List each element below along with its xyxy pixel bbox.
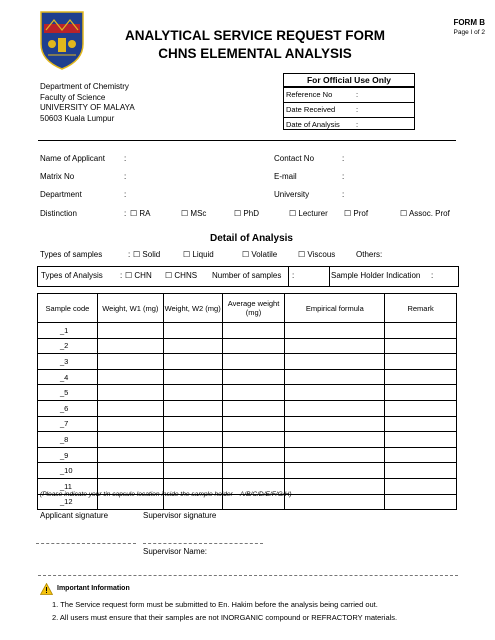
checkbox-icon: ☐ bbox=[181, 209, 189, 218]
table-input-cell[interactable] bbox=[97, 369, 163, 385]
applicant-signature-label: Applicant signature bbox=[40, 511, 109, 520]
checkbox-chns[interactable] bbox=[165, 271, 197, 280]
table-input-cell[interactable] bbox=[97, 447, 163, 463]
table-row bbox=[38, 447, 457, 463]
table-input-cell[interactable] bbox=[222, 369, 285, 385]
table-input-cell[interactable] bbox=[163, 416, 222, 432]
checkbox-ra[interactable] bbox=[130, 209, 151, 218]
column-header: Empirical formula bbox=[285, 294, 385, 323]
table-row bbox=[38, 369, 457, 385]
table-input-cell[interactable] bbox=[285, 400, 385, 416]
table-input-cell[interactable] bbox=[385, 463, 457, 479]
matrix-no-field[interactable]: : bbox=[124, 172, 127, 181]
checkbox-icon: ☐ bbox=[130, 209, 138, 218]
table-input-cell[interactable] bbox=[285, 463, 385, 479]
sample-code-cell: _9 bbox=[38, 447, 98, 463]
table-input-cell[interactable] bbox=[285, 432, 385, 448]
field-label: Reference No bbox=[286, 90, 333, 99]
checkbox-volatile[interactable] bbox=[242, 250, 277, 259]
field-colon: : bbox=[356, 105, 359, 114]
checkbox-label: CHN bbox=[134, 271, 152, 280]
column-header: Average weight (mg) bbox=[222, 294, 285, 323]
official-use-box bbox=[283, 73, 415, 130]
info-item: 2. All users must ensure that their samples are not INORGANIC compound or REFRACTORY materials. bbox=[52, 613, 398, 622]
types-of-analysis-colon: : bbox=[120, 271, 123, 280]
table-input-cell[interactable] bbox=[385, 494, 457, 510]
capsule-location-note: (Please indicate your tin capsule location inside the sample holder – A/B/C/D/E/F/G/H) bbox=[40, 491, 292, 498]
table-input-cell[interactable] bbox=[97, 385, 163, 401]
sample-code-cell: _6 bbox=[38, 400, 98, 416]
address-line: 50603 Kuala Lumpur bbox=[40, 113, 115, 123]
checkbox-label: CHNS bbox=[174, 271, 198, 280]
table-input-cell[interactable] bbox=[385, 385, 457, 401]
checkbox-label: Liquid bbox=[192, 250, 214, 259]
column-header: Sample code bbox=[38, 294, 98, 323]
table-row bbox=[38, 400, 457, 416]
table-input-cell[interactable] bbox=[385, 478, 457, 494]
table-input-cell[interactable] bbox=[285, 416, 385, 432]
table-row bbox=[38, 354, 457, 370]
table-input-cell[interactable] bbox=[222, 432, 285, 448]
checkbox-label: Assoc. Prof bbox=[408, 209, 450, 218]
name-of-applicant-field[interactable]: : bbox=[124, 154, 127, 163]
checkbox-label: MSc bbox=[190, 209, 207, 218]
table-input-cell[interactable] bbox=[285, 323, 385, 339]
table-input-cell[interactable] bbox=[222, 338, 285, 354]
checkbox-icon: ☐ bbox=[183, 250, 191, 259]
types-of-samples-colon: : bbox=[128, 250, 131, 259]
form-title: ANALYTICAL SERVICE REQUEST FORM bbox=[124, 28, 386, 43]
table-input-cell[interactable] bbox=[163, 463, 222, 479]
table-input-cell[interactable] bbox=[285, 478, 385, 494]
distinction-colon: : bbox=[124, 209, 127, 218]
distinction-label: Distinction bbox=[40, 209, 77, 218]
checkbox-prof[interactable] bbox=[344, 209, 368, 218]
sample-code-cell: _1 bbox=[38, 323, 98, 339]
checkbox-label: Prof bbox=[353, 209, 369, 218]
checkbox-icon: ☐ bbox=[125, 271, 133, 280]
table-input-cell[interactable] bbox=[163, 354, 222, 370]
checkbox-icon: ☐ bbox=[400, 209, 408, 218]
table-input-cell[interactable] bbox=[385, 400, 457, 416]
address-line: UNIVERSITY OF MALAYA bbox=[40, 103, 135, 112]
table-input-cell[interactable] bbox=[222, 323, 285, 339]
field-label: Date Received bbox=[286, 105, 336, 114]
info-item: 1. The Service request form must be submitted to En. Hakim before the analysis being carried out. bbox=[52, 600, 378, 609]
table-input-cell[interactable] bbox=[385, 323, 457, 339]
department-label: Department bbox=[40, 190, 82, 199]
university-field[interactable]: : bbox=[342, 190, 345, 199]
table-input-cell[interactable] bbox=[97, 463, 163, 479]
table-input-cell[interactable] bbox=[222, 416, 285, 432]
contact-no-field[interactable]: : bbox=[342, 154, 345, 163]
page-indicator: Page I of 2 bbox=[453, 29, 485, 36]
reference-no-field[interactable] bbox=[284, 87, 414, 102]
types-of-analysis-label: Types of Analysis bbox=[41, 271, 103, 280]
box-divider bbox=[329, 267, 330, 286]
checkbox-viscous[interactable] bbox=[298, 250, 335, 259]
supervisor-signature-label: Supervisor signature bbox=[143, 511, 217, 520]
table-input-cell[interactable] bbox=[222, 447, 285, 463]
university-label: University bbox=[274, 190, 310, 199]
checkbox-icon: ☐ bbox=[289, 209, 297, 218]
table-input-cell[interactable] bbox=[163, 432, 222, 448]
table-input-cell[interactable] bbox=[385, 369, 457, 385]
column-header: Weight, W2 (mg) bbox=[163, 294, 222, 323]
detail-of-analysis-heading: Detail of Analysis bbox=[210, 233, 293, 244]
table-input-cell[interactable] bbox=[163, 400, 222, 416]
checkbox-label: Lecturer bbox=[298, 209, 328, 218]
table-row bbox=[38, 338, 457, 354]
address-line: Department of Chemistry bbox=[40, 82, 129, 91]
table-input-cell[interactable] bbox=[285, 354, 385, 370]
table-input-cell[interactable] bbox=[222, 463, 285, 479]
table-input-cell[interactable] bbox=[385, 354, 457, 370]
checkbox-icon: ☐ bbox=[234, 209, 242, 218]
table-input-cell[interactable] bbox=[163, 369, 222, 385]
field-colon: : bbox=[356, 90, 359, 99]
column-header: Weight, W1 (mg) bbox=[97, 294, 163, 323]
checkbox-icon: ☐ bbox=[165, 271, 173, 280]
table-input-cell[interactable] bbox=[285, 338, 385, 354]
checkbox-assoc-prof[interactable] bbox=[400, 209, 450, 218]
table-row bbox=[38, 432, 457, 448]
department-address bbox=[40, 82, 135, 124]
email-label: E-mail bbox=[274, 172, 297, 181]
table-input-cell[interactable] bbox=[285, 385, 385, 401]
date-of-analysis-field[interactable] bbox=[284, 117, 414, 132]
table-input-cell[interactable] bbox=[97, 432, 163, 448]
name-of-applicant-label: Name of Applicant bbox=[40, 154, 105, 163]
warning-icon bbox=[40, 583, 53, 595]
divider bbox=[38, 575, 458, 576]
address-line: Faculty of Science bbox=[40, 92, 106, 102]
divider bbox=[38, 140, 456, 141]
table-row bbox=[38, 385, 457, 401]
field-colon: : bbox=[356, 120, 359, 129]
table-input-cell[interactable] bbox=[163, 385, 222, 401]
table-input-cell[interactable] bbox=[97, 323, 163, 339]
important-information-heading: Important Information bbox=[57, 585, 130, 592]
table-row bbox=[38, 323, 457, 339]
checkbox-msc[interactable] bbox=[181, 209, 206, 218]
university-crest-logo bbox=[38, 10, 86, 70]
table-header-row bbox=[38, 294, 457, 323]
sample-holder-indication-field[interactable]: : bbox=[431, 271, 434, 280]
table-input-cell[interactable] bbox=[163, 447, 222, 463]
matrix-no-label: Matrix No bbox=[40, 172, 75, 181]
table-input-cell[interactable] bbox=[222, 385, 285, 401]
table-input-cell[interactable] bbox=[285, 369, 385, 385]
sample-code-cell: _7 bbox=[38, 416, 98, 432]
checkbox-solid[interactable] bbox=[133, 250, 160, 259]
sample-table bbox=[37, 293, 457, 510]
table-input-cell[interactable] bbox=[163, 323, 222, 339]
checkbox-icon: ☐ bbox=[298, 250, 306, 259]
types-of-samples-label: Types of samples bbox=[40, 250, 103, 259]
checkbox-icon: ☐ bbox=[133, 250, 141, 259]
column-header: Remark bbox=[385, 294, 457, 323]
date-received-field[interactable] bbox=[284, 102, 414, 117]
number-of-samples-field[interactable]: : bbox=[292, 271, 295, 280]
table-input-cell[interactable] bbox=[385, 416, 457, 432]
table-input-cell[interactable] bbox=[97, 338, 163, 354]
checkbox-label: Solid bbox=[142, 250, 161, 259]
table-input-cell[interactable] bbox=[222, 354, 285, 370]
box-divider bbox=[288, 267, 289, 286]
sample-code-cell: _4 bbox=[38, 369, 98, 385]
checkbox-icon: ☐ bbox=[242, 250, 250, 259]
table-input-cell[interactable] bbox=[97, 354, 163, 370]
supervisor-name-field[interactable]: Supervisor Name: bbox=[143, 547, 208, 556]
form-code: FORM B bbox=[453, 18, 485, 27]
table-input-cell[interactable] bbox=[385, 432, 457, 448]
table-input-cell[interactable] bbox=[222, 400, 285, 416]
department-field[interactable]: : bbox=[124, 190, 127, 199]
table-input-cell[interactable] bbox=[285, 494, 385, 510]
sample-holder-indication-label: Sample Holder Indication bbox=[331, 271, 421, 280]
checkbox-label: RA bbox=[139, 209, 151, 218]
contact-no-label: Contact No bbox=[274, 154, 315, 163]
others-field[interactable]: Others: bbox=[356, 250, 383, 259]
checkbox-label: Volatile bbox=[251, 250, 278, 259]
checkbox-label: PhD bbox=[243, 209, 259, 218]
supervisor-signature-line[interactable] bbox=[143, 543, 263, 544]
checkbox-lecturer[interactable] bbox=[289, 209, 328, 218]
checkbox-chn[interactable] bbox=[125, 271, 152, 280]
table-input-cell[interactable] bbox=[97, 416, 163, 432]
sample-code-cell: _5 bbox=[38, 385, 98, 401]
checkbox-phd[interactable] bbox=[234, 209, 259, 218]
table-input-cell[interactable] bbox=[385, 338, 457, 354]
sample-code-cell: _8 bbox=[38, 432, 98, 448]
table-input-cell[interactable] bbox=[285, 447, 385, 463]
table-row bbox=[38, 463, 457, 479]
table-input-cell[interactable] bbox=[97, 400, 163, 416]
applicant-signature-line[interactable] bbox=[36, 543, 136, 544]
sample-code-cell: _2 bbox=[38, 338, 98, 354]
sample-code-cell: _3 bbox=[38, 354, 98, 370]
field-label: Date of Analysis bbox=[286, 120, 340, 129]
sample-code-cell: _11 bbox=[38, 478, 98, 494]
email-field[interactable]: : bbox=[342, 172, 345, 181]
table-input-cell[interactable] bbox=[163, 338, 222, 354]
table-row bbox=[38, 416, 457, 432]
sample-code-cell: _10 bbox=[38, 463, 98, 479]
checkbox-label: Viscous bbox=[307, 250, 336, 259]
official-use-heading: For Official Use Only bbox=[284, 74, 414, 87]
number-of-samples-label: Number of samples bbox=[212, 271, 282, 280]
table-input-cell[interactable] bbox=[385, 447, 457, 463]
form-subtitle: CHNS ELEMENTAL ANALYSIS bbox=[158, 46, 352, 61]
checkbox-liquid[interactable] bbox=[183, 250, 214, 259]
checkbox-icon: ☐ bbox=[344, 209, 352, 218]
sample-code-cell: _12 bbox=[38, 494, 98, 510]
